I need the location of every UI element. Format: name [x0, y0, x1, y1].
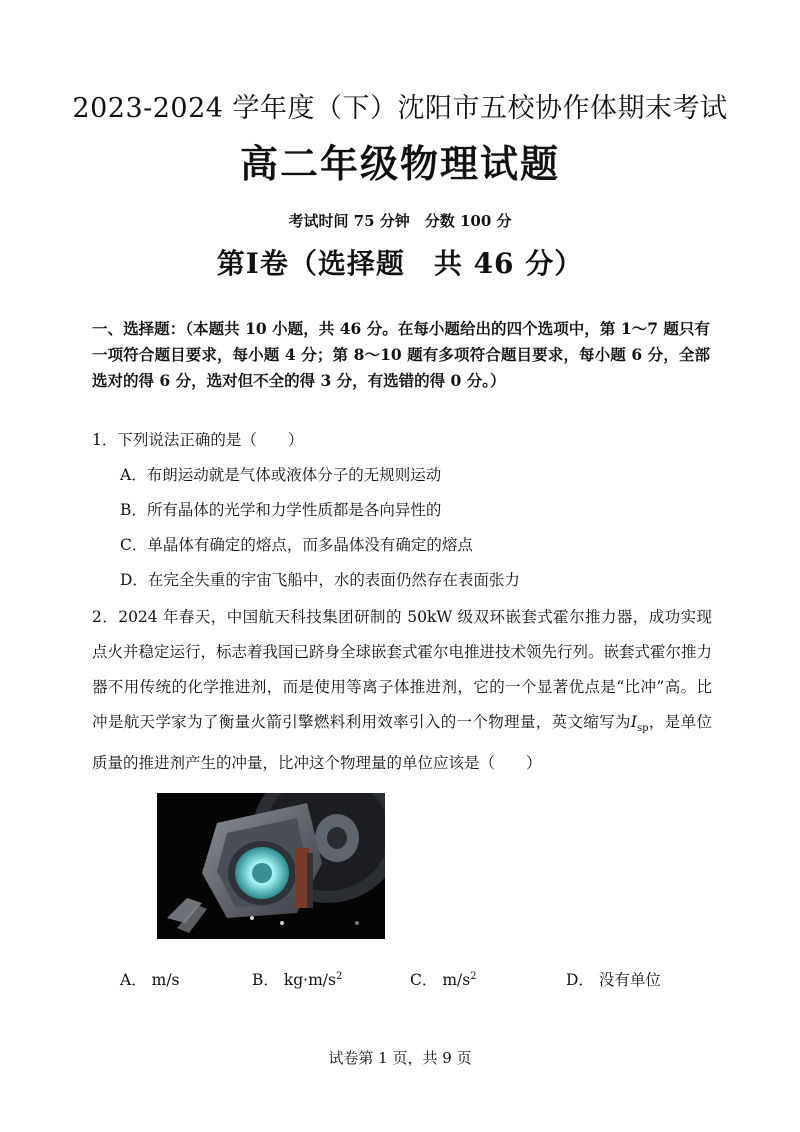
hall-thruster-image [157, 793, 385, 939]
section-instructions: 一、选择题：（本题共 10 小题，共 46 分。在每小题给出的四个选项中，第 1～7 题只有一项符合题目要求，每小题 4 分；第 8～10 题有多项符合题目要求，每小题 6 分，全部选对的得 6 分，选对但不全的得 3 分，有选错的得 0 分。） [92, 319, 710, 390]
isp-subscript: sp [637, 723, 649, 735]
question-2-option-d: D． 没有单位 [566, 971, 661, 989]
hall-thruster-illustration [157, 793, 385, 939]
question-2-option-a: A． m/s [120, 971, 180, 989]
page-footer: 试卷第 1 页，共 9 页 [328, 1049, 472, 1067]
question-1-option-d: D．在完全失重的宇宙飞船中，水的表面仍然存在表面张力 [120, 571, 520, 589]
exam-title: 2023-2024 学年度（下）沈阳市五校协作体期末考试 [72, 93, 728, 124]
question-2-stem-part1: 2．2024 年春天，中国航天科技集团研制的 50kW 级双环嵌套式霍尔推力器，成功实现点火并稳定运行，标志着我国已跻身全球嵌套式霍尔电推进技术领先行列。嵌套式霍尔推力器不用传统的化学推进剂，而是使用等离子体推进剂，它的一个显著优点是“比冲”高。比冲是航天学家为了衡量火箭引擎燃料利用效率引入的一个物理量，英文缩写为 [92, 608, 713, 731]
isp-letter: I [630, 713, 638, 731]
question-1-option-c: C．单晶体有确定的熔点，而多晶体没有确定的熔点 [120, 536, 473, 554]
question-1-stem: 1．下列说法正确的是（ ） [92, 431, 304, 449]
question-2-stem-part2: ，是单位质量的推进剂产生的冲量，比冲这个物理量的单位应该是（ ） [92, 713, 712, 773]
question-2-option-b: B． $kg\cdot m/s^2$ [252, 970, 343, 989]
question-1-option-a: A．布朗运动就是气体或液体分子的无规则运动 [120, 466, 442, 484]
exam-time-info: 考试时间 75 分钟 分数 100 分 [288, 212, 512, 230]
question-2-stem [92, 600, 712, 781]
question-2-option-c: C． $m/s^2$ [410, 970, 477, 989]
isp-symbol [630, 713, 649, 735]
subject-title: 高二年级物理试题 [239, 141, 560, 186]
section-title: 第Ⅰ卷（选择题 共 46 分） [216, 247, 584, 280]
question-1-option-b: B．所有晶体的光学和力学性质都是各向异性的 [120, 501, 442, 519]
